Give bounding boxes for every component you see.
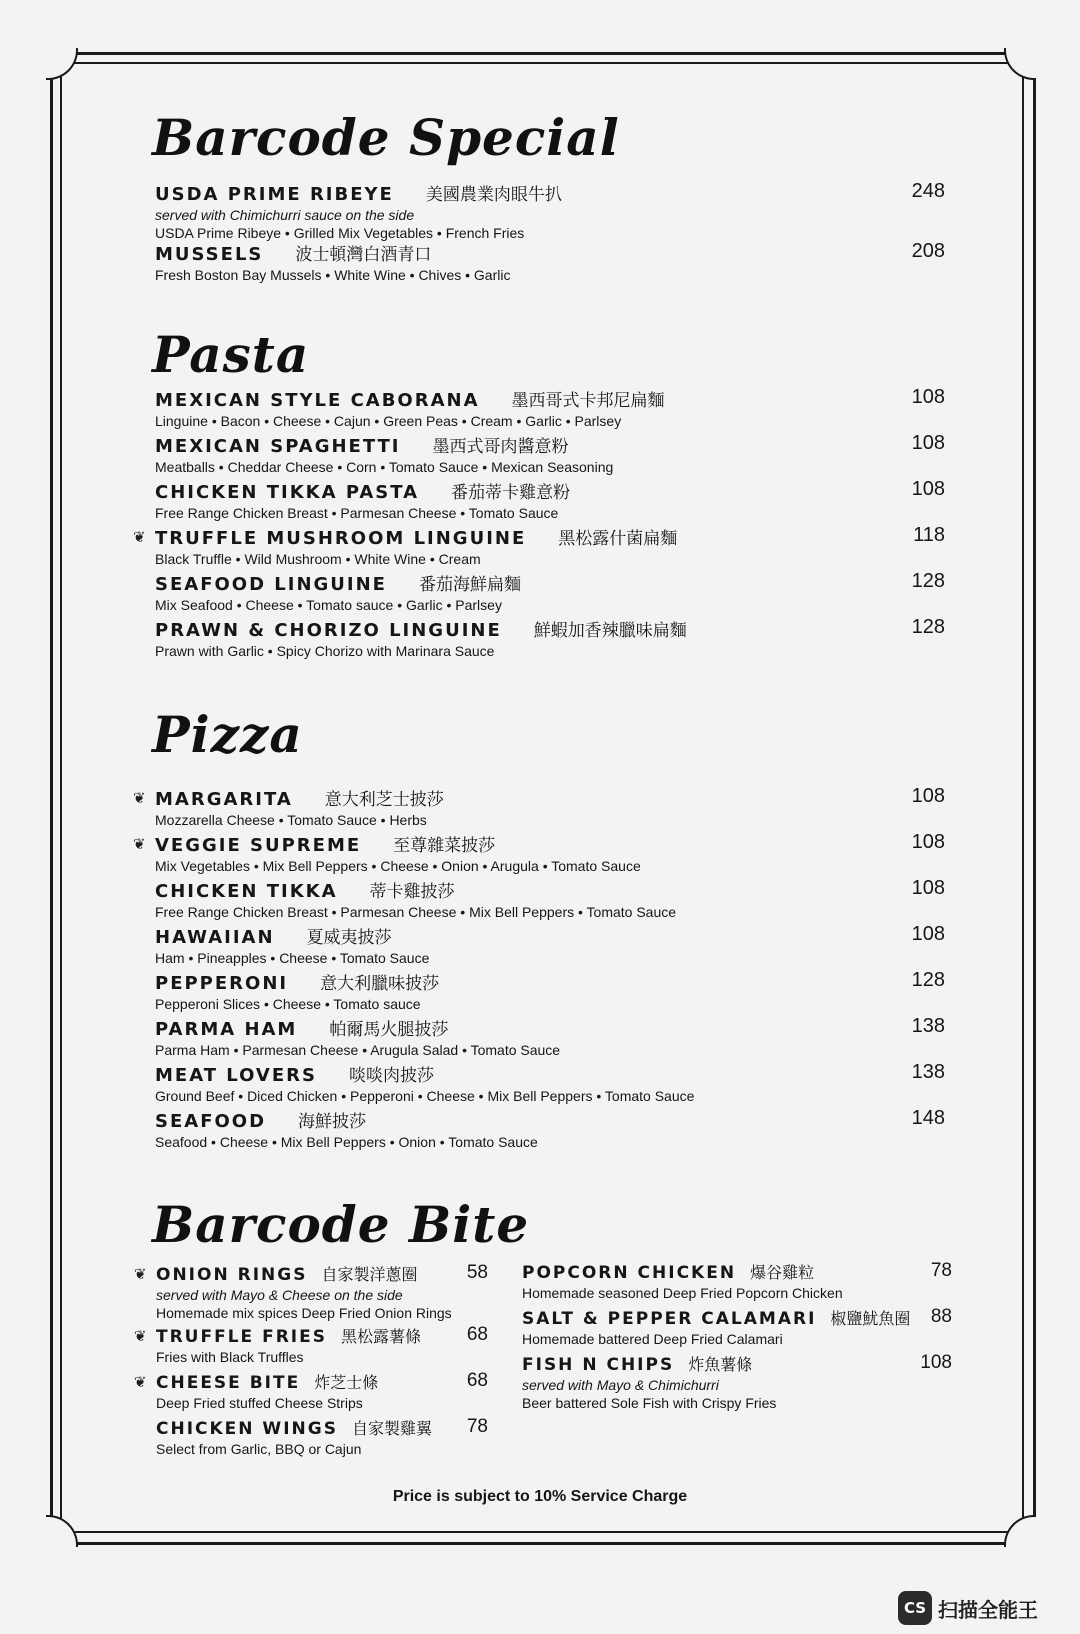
menu-item xyxy=(522,1352,952,1412)
item-price: 148 xyxy=(911,1107,945,1129)
section-title-pasta: Pasta xyxy=(152,325,310,384)
item-price: 208 xyxy=(911,240,945,262)
leaf-icon: ❦ xyxy=(134,1265,147,1283)
item-name: MEXICAN STYLE CABORANA xyxy=(155,390,480,411)
menu-item xyxy=(155,877,945,921)
item-chinese-name: 自家製洋蔥圈 xyxy=(321,1265,418,1284)
item-description: Mix Seafood • Cheese • Tomato sauce • Garlic • Parlsey xyxy=(155,597,502,613)
leaf-icon: ❦ xyxy=(134,1373,147,1391)
item-name: USDA PRIME RIBEYE xyxy=(155,184,394,205)
leaf-icon: ❦ xyxy=(134,1327,147,1345)
item-name: CHICKEN WINGS xyxy=(156,1419,338,1439)
item-price: 128 xyxy=(911,570,945,592)
item-chinese-name: 炸魚薯條 xyxy=(688,1355,753,1374)
item-chinese-name: 番茄海鮮扁麵 xyxy=(418,575,521,595)
item-chinese-name: 黑松露什菌扁麵 xyxy=(558,529,678,549)
item-description: Meatballs • Cheddar Cheese • Corn • Tomato Sauce • Mexican Seasoning xyxy=(155,459,614,475)
section-title-pizza: Pizza xyxy=(152,705,303,764)
item-price: 78 xyxy=(466,1416,488,1437)
item-name: MARGARITA xyxy=(155,789,293,810)
item-name: VEGGIE SUPREME xyxy=(155,835,362,856)
item-price: 108 xyxy=(911,432,945,454)
item-name: PARMA HAM xyxy=(155,1019,298,1040)
menu-item xyxy=(155,432,945,476)
item-name: MEAT LOVERS xyxy=(155,1065,317,1086)
scanner-watermark xyxy=(898,1591,1038,1625)
item-description: Beer battered Sole Fish with Crispy Fries xyxy=(522,1395,777,1411)
item-description: Mix Vegetables • Mix Bell Peppers • Cheese • Onion • Arugula • Tomato Sauce xyxy=(155,858,641,874)
item-description: Fresh Boston Bay Mussels • White Wine • Chives • Garlic xyxy=(155,267,511,283)
item-price: 68 xyxy=(466,1370,488,1391)
item-name: SEAFOOD LINGUINE xyxy=(155,574,387,595)
item-note: served with Mayo & Cheese on the side xyxy=(156,1287,403,1303)
item-name: SALT & PEPPER CALAMARI xyxy=(522,1309,817,1329)
menu-item xyxy=(522,1260,952,1302)
item-description: Select from Garlic, BBQ or Cajun xyxy=(156,1441,362,1457)
menu-item xyxy=(133,785,945,829)
item-chinese-name: 椒鹽魷魚圈 xyxy=(830,1309,911,1328)
item-description: Homemade mix spices Deep Fried Onion Rings xyxy=(156,1305,452,1321)
item-price: 58 xyxy=(466,1262,488,1283)
item-name: SEAFOOD xyxy=(155,1111,267,1132)
item-chinese-name: 波士頓灣白酒青口 xyxy=(295,245,432,265)
item-price: 138 xyxy=(911,1061,945,1083)
item-description: Pepperoni Slices • Cheese • Tomato sauce xyxy=(155,996,421,1012)
item-chinese-name: 番茄蒂卡雞意粉 xyxy=(451,483,571,503)
item-description: Linguine • Bacon • Cheese • Cajun • Green Peas • Cream • Garlic • Parlsey xyxy=(155,413,622,429)
item-price: 138 xyxy=(911,1015,945,1037)
section-title-special: Barcode Special xyxy=(152,108,620,167)
menu-item xyxy=(133,831,945,875)
item-description: Homemade battered Deep Fried Calamari xyxy=(522,1331,783,1347)
item-description: Prawn with Garlic • Spicy Chorizo with Marinara Sauce xyxy=(155,643,495,659)
item-chinese-name: 夏威夷披莎 xyxy=(306,928,392,948)
item-chinese-name: 墨西式哥肉醬意粉 xyxy=(432,437,569,457)
item-name: PEPPERONI xyxy=(155,973,289,994)
item-description: Parma Ham • Parmesan Cheese • Arugula Salad • Tomato Sauce xyxy=(155,1042,561,1058)
item-price: 108 xyxy=(920,1352,952,1373)
item-name: CHICKEN TIKKA xyxy=(155,881,338,902)
item-chinese-name: 自家製雞翼 xyxy=(351,1419,432,1438)
item-price: 108 xyxy=(911,923,945,945)
item-name: PRAWN & CHORIZO LINGUINE xyxy=(155,620,502,641)
item-description: Mozzarella Cheese • Tomato Sauce • Herbs xyxy=(155,812,427,828)
item-chinese-name: 帕爾馬火腿披莎 xyxy=(329,1020,449,1040)
section-title-bite: Barcode Bite xyxy=(152,1195,530,1254)
item-description: Deep Fried stuffed Cheese Strips xyxy=(156,1395,363,1411)
item-name: POPCORN CHICKEN xyxy=(522,1263,737,1283)
item-chinese-name: 墨西哥式卡邦尼扁麵 xyxy=(511,391,665,411)
item-description: Free Range Chicken Breast • Parmesan Cheese • Mix Bell Peppers • Tomato Sauce xyxy=(155,904,677,920)
item-price: 248 xyxy=(911,180,945,202)
item-price: 128 xyxy=(911,616,945,638)
leaf-icon: ❦ xyxy=(133,528,146,546)
item-chinese-name: 炸芝士條 xyxy=(314,1373,379,1392)
item-name: MUSSELS xyxy=(155,244,264,265)
item-price: 108 xyxy=(911,877,945,899)
item-price: 108 xyxy=(911,831,945,853)
item-name: ONION RINGS xyxy=(156,1265,308,1285)
menu-item xyxy=(155,1061,945,1105)
menu-item xyxy=(134,1370,488,1412)
item-price: 78 xyxy=(930,1260,952,1281)
item-chinese-name: 海鮮披莎 xyxy=(298,1112,367,1132)
item-chinese-name: 啖啖肉披莎 xyxy=(348,1066,434,1086)
item-price: 118 xyxy=(913,524,945,546)
menu-item xyxy=(155,386,945,430)
menu-item xyxy=(155,1107,945,1151)
item-name: FISH N CHIPS xyxy=(522,1355,675,1375)
menu-item xyxy=(134,1262,488,1322)
menu-item xyxy=(155,478,945,522)
item-chinese-name: 蒂卡雞披莎 xyxy=(369,882,455,902)
leaf-icon: ❦ xyxy=(133,789,146,807)
item-chinese-name: 意大利臘味披莎 xyxy=(320,974,440,994)
item-chinese-name: 爆谷雞粒 xyxy=(750,1263,815,1282)
item-name: TRUFFLE FRIES xyxy=(156,1327,327,1347)
menu-item xyxy=(155,240,945,284)
menu-item xyxy=(155,570,945,614)
watermark-text: 扫描全能王 xyxy=(938,1597,1038,1622)
item-price: 68 xyxy=(466,1324,488,1345)
item-name: HAWAIIAN xyxy=(155,927,275,948)
item-price: 88 xyxy=(930,1306,952,1327)
menu-item xyxy=(155,923,945,967)
item-description: Fries with Black Truffles xyxy=(156,1349,304,1365)
item-name: TRUFFLE MUSHROOM LINGUINE xyxy=(155,528,527,549)
item-description: Ground Beef • Diced Chicken • Pepperoni • Cheese • Mix Bell Peppers • Tomato Sauce xyxy=(155,1088,695,1104)
menu-item xyxy=(155,969,945,1013)
menu-item xyxy=(522,1306,952,1348)
item-chinese-name: 至尊雜菜披莎 xyxy=(393,836,496,856)
menu-item xyxy=(155,1015,945,1059)
menu-item xyxy=(155,616,945,660)
item-description: Homemade seasoned Deep Fried Popcorn Chicken xyxy=(522,1285,843,1301)
item-chinese-name: 黑松露薯條 xyxy=(340,1327,421,1346)
item-chinese-name: 意大利芝士披莎 xyxy=(324,790,444,810)
item-chinese-name: 鮮蝦加香辣臘味扁麵 xyxy=(533,621,687,641)
item-name: MEXICAN SPAGHETTI xyxy=(155,436,401,457)
item-note: served with Mayo & Chimichurri xyxy=(522,1377,719,1393)
item-name: CHICKEN TIKKA PASTA xyxy=(155,482,420,503)
item-description: Ham • Pineapples • Cheese • Tomato Sauce xyxy=(155,950,430,966)
item-description: Free Range Chicken Breast • Parmesan Cheese • Tomato Sauce xyxy=(155,505,559,521)
item-description: Seafood • Cheese • Mix Bell Peppers • Onion • Tomato Sauce xyxy=(155,1134,538,1150)
menu-item xyxy=(133,524,945,568)
service-charge-note: Price is subject to 10% Service Charge xyxy=(392,1488,688,1505)
item-description: Black Truffle • Wild Mushroom • White Wine • Cream xyxy=(155,551,481,567)
item-name: CHEESE BITE xyxy=(156,1373,301,1393)
item-price: 108 xyxy=(911,478,945,500)
item-price: 128 xyxy=(911,969,945,991)
camscanner-logo-icon: CS xyxy=(898,1591,932,1625)
item-price: 108 xyxy=(911,785,945,807)
menu-item xyxy=(155,180,945,242)
leaf-icon: ❦ xyxy=(133,835,146,853)
menu-item xyxy=(156,1416,488,1458)
menu-item xyxy=(134,1324,488,1366)
item-description: USDA Prime Ribeye • Grilled Mix Vegetables • French Fries xyxy=(155,225,525,241)
item-price: 108 xyxy=(911,386,945,408)
item-chinese-name: 美國農業肉眼牛扒 xyxy=(425,185,562,205)
item-note: served with Chimichurri sauce on the side xyxy=(155,207,415,223)
